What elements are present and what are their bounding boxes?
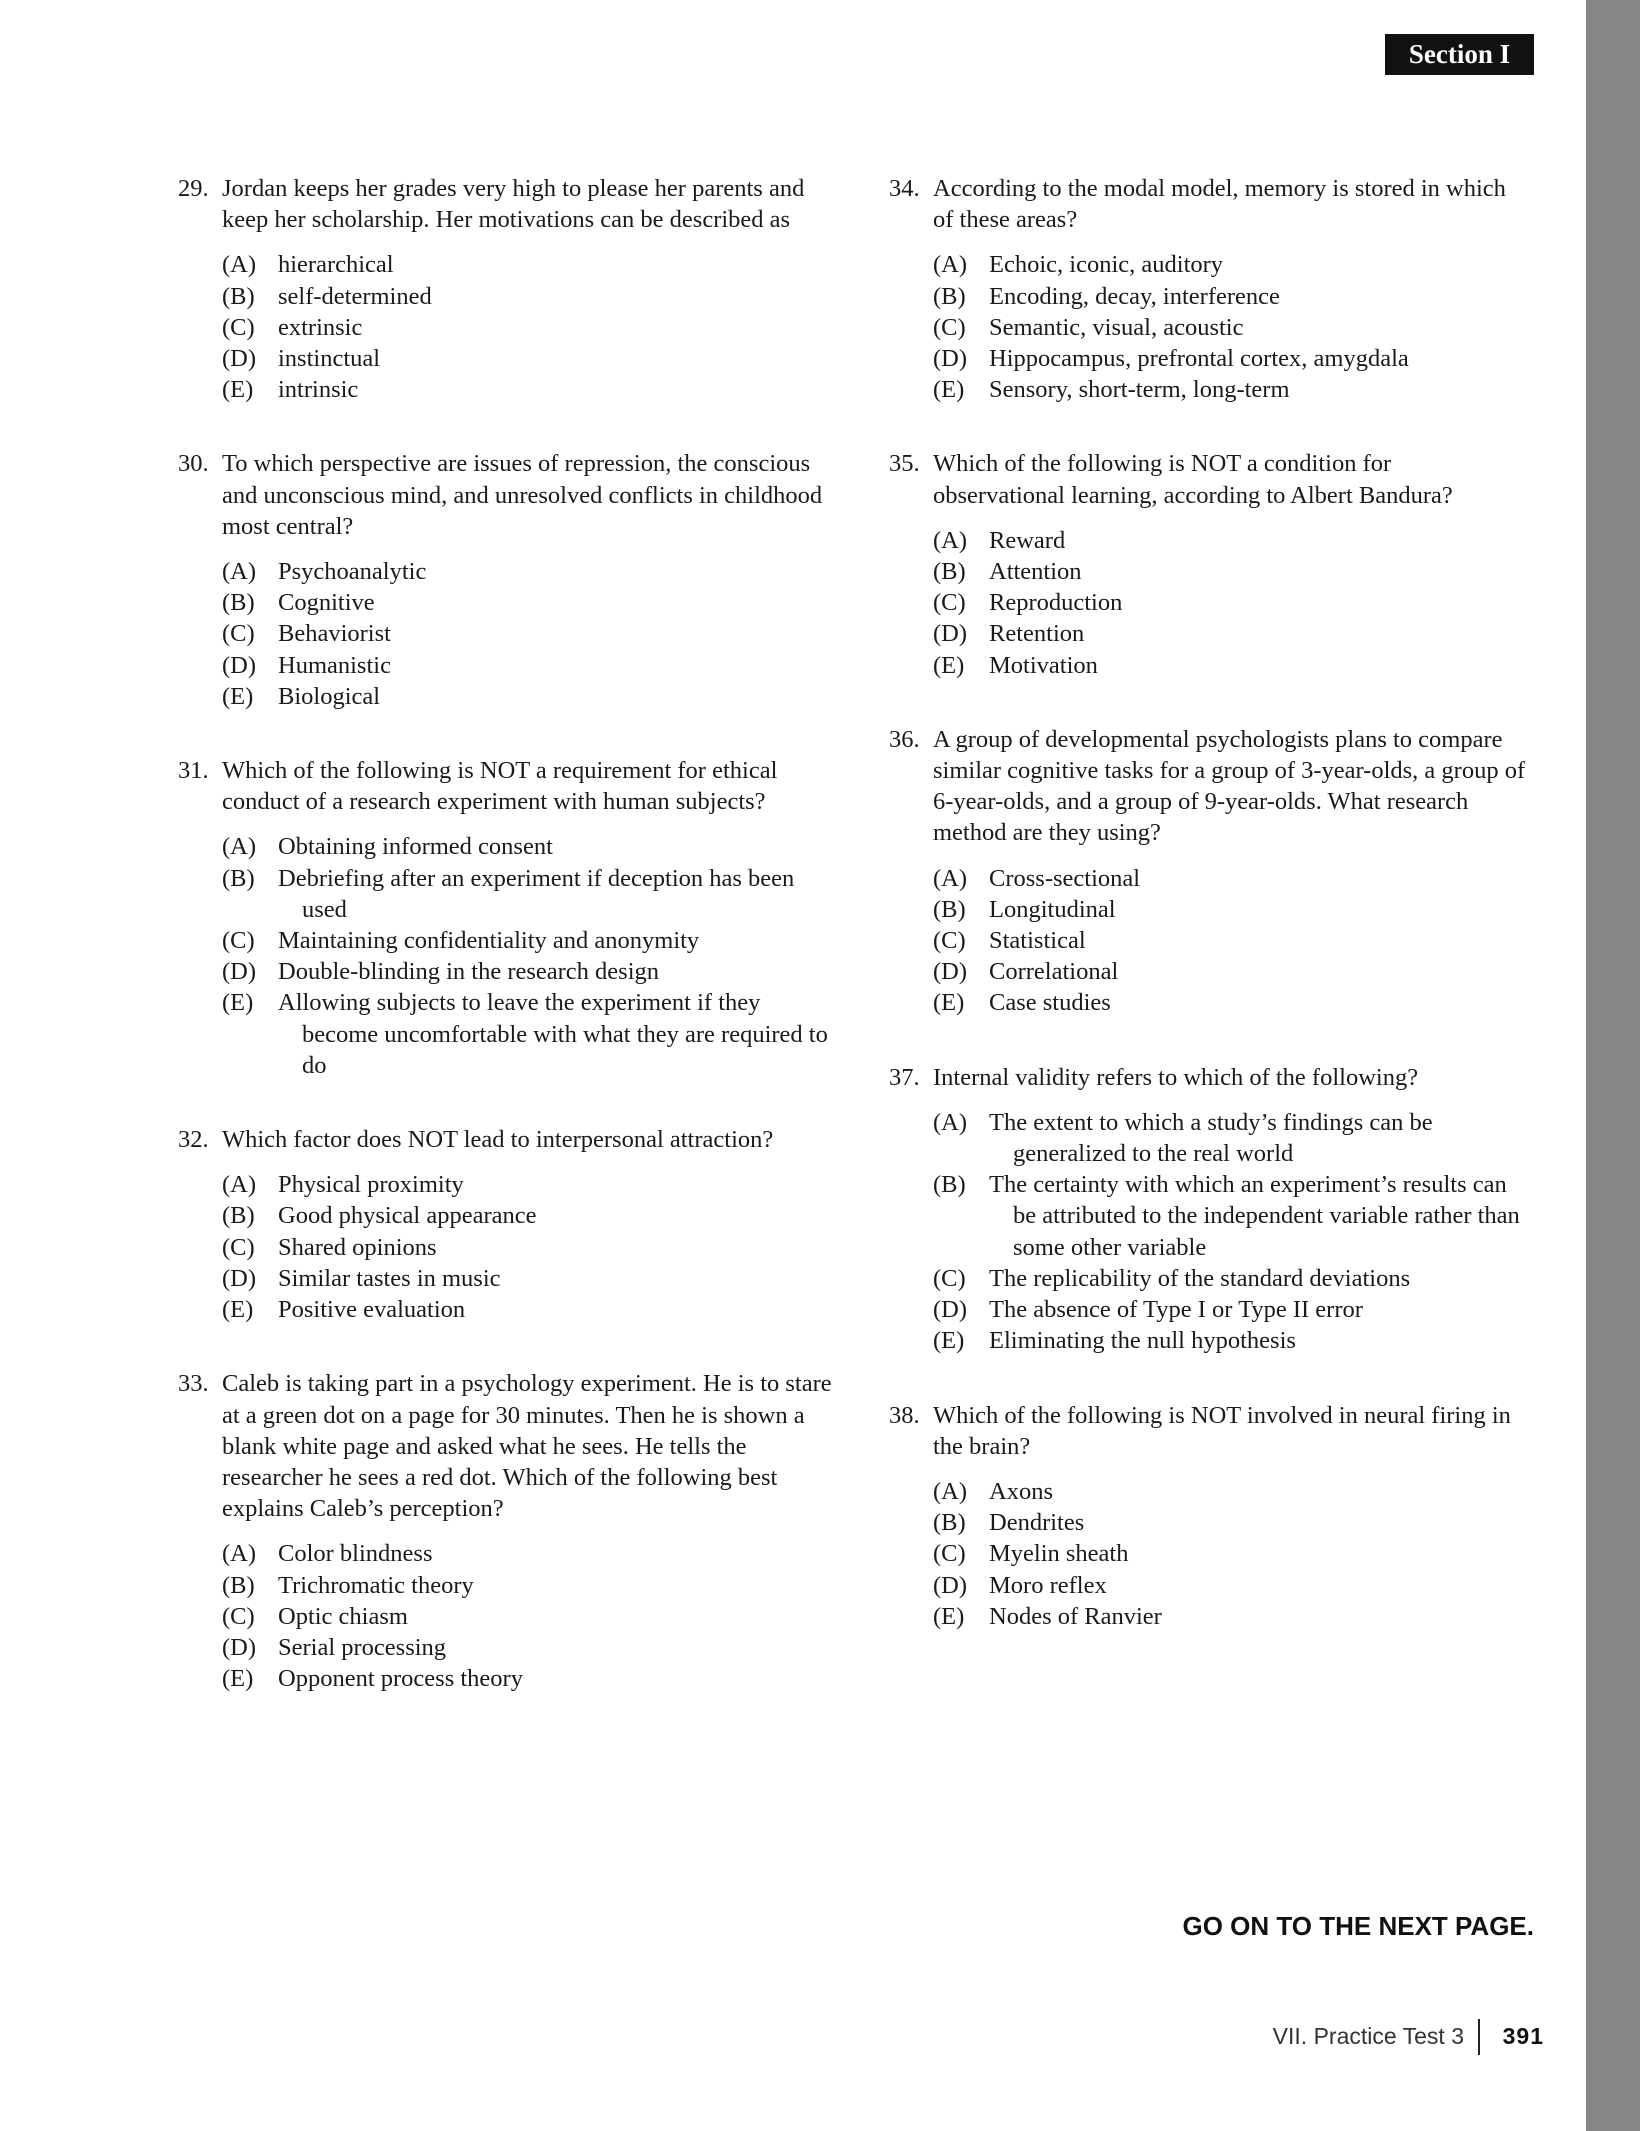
option-text: Opponent process theory [278, 1665, 523, 1693]
answer-option [933, 312, 1529, 343]
option-letter: (B) [933, 282, 966, 310]
option-text: Optic chiasm [278, 1602, 408, 1630]
option-letter: (C) [933, 313, 966, 341]
answer-option [222, 956, 838, 987]
option-letter: (C) [933, 589, 966, 617]
option-text: Sensory, short-term, long-term [989, 376, 1290, 404]
answer-option [222, 1200, 838, 1231]
question-stem: Which of the following is NOT involved in neural firing in the brain? [933, 1401, 1511, 1460]
answer-options [933, 863, 1529, 1019]
option-text: The absence of Type I or Type II error [989, 1296, 1363, 1324]
option-text: Psychoanalytic [278, 558, 427, 586]
answer-options [933, 1476, 1529, 1632]
answer-option [222, 281, 838, 312]
question-number: 34. [889, 175, 920, 202]
question-stem: A group of developmental psychologists plans to compare similar cognitive tasks for a group of 3-year-olds, a group of 6-year-olds, and a group of 9-year-olds. What research method are they using? [933, 725, 1526, 847]
option-text: Physical proximity [278, 1171, 464, 1199]
answer-option [933, 1325, 1529, 1356]
question-stem: Caleb is taking part in a psychology experiment. He is to stare at a green dot on a page for 30 minutes. Then he is shown a blank white page and asked what he sees. He tells the researcher he sees a red dot. Which of the following best explains Caleb’s perception? [222, 1370, 832, 1523]
answer-option [933, 1538, 1529, 1569]
question [889, 173, 1529, 405]
left-column [178, 173, 838, 1694]
answer-option [222, 1263, 838, 1294]
option-letter: (D) [933, 1571, 968, 1599]
option-letter: (C) [222, 313, 255, 341]
answer-option [222, 987, 838, 1081]
answer-option [222, 249, 838, 280]
option-letter: (D) [222, 1264, 257, 1292]
option-letter: (B) [933, 558, 966, 586]
option-text: Trichromatic theory [278, 1571, 474, 1599]
option-text: Good physical appearance [278, 1202, 537, 1230]
option-text: Color blindness [278, 1540, 433, 1568]
answer-options [933, 1107, 1529, 1357]
option-letter: (D) [933, 620, 968, 648]
answer-options [933, 249, 1529, 405]
answer-option [222, 1538, 838, 1569]
answer-options [933, 525, 1529, 681]
answer-option [933, 1507, 1529, 1538]
answer-option [222, 1169, 838, 1200]
answer-options [222, 556, 838, 712]
answer-option [933, 281, 1529, 312]
answer-option [933, 1601, 1529, 1632]
page-edge-bar [1586, 0, 1640, 2131]
question-number: 37. [889, 1063, 920, 1091]
option-letter: (D) [222, 958, 257, 986]
question-number: 31. [178, 757, 209, 785]
option-text: Obtaining informed consent [278, 833, 553, 861]
option-letter: (A) [222, 1171, 257, 1199]
option-letter: (B) [222, 864, 255, 892]
option-letter: (A) [933, 1108, 968, 1136]
answer-option [933, 894, 1529, 925]
answer-option [933, 343, 1529, 374]
answer-option [933, 618, 1529, 649]
option-text: Cross-sectional [989, 864, 1141, 892]
option-text: Myelin sheath [989, 1540, 1129, 1568]
question [889, 724, 1529, 1019]
option-text: Correlational [989, 958, 1119, 986]
option-text: Dendrites [989, 1509, 1085, 1537]
option-letter: (A) [222, 558, 257, 586]
option-text: Encoding, decay, interference [989, 282, 1280, 310]
question [889, 1400, 1529, 1632]
option-letter: (E) [222, 376, 254, 404]
option-text: Positive evaluation [278, 1296, 466, 1324]
answer-option [222, 1232, 838, 1263]
option-letter: (B) [222, 1571, 255, 1599]
answer-options [222, 831, 838, 1081]
section-label: Section I [1385, 34, 1534, 75]
option-letter: (E) [933, 376, 965, 404]
option-letter: (E) [933, 651, 965, 679]
answer-options [222, 1538, 838, 1694]
option-letter: (A) [933, 251, 968, 279]
answer-option [222, 863, 838, 925]
question-number: 36. [889, 725, 920, 753]
option-text: Similar tastes in music [278, 1264, 501, 1292]
question-stem: Jordan keeps her grades very high to please her parents and keep her scholarship. Her motivations can be described as [222, 175, 805, 234]
question [889, 1062, 1529, 1357]
option-text: Double-blinding in the research design [278, 958, 660, 986]
question [178, 1368, 838, 1694]
answer-option [933, 650, 1529, 681]
option-letter: (D) [222, 651, 257, 679]
option-text: Retention [989, 620, 1085, 648]
option-letter: (C) [933, 1540, 966, 1568]
option-letter: (D) [933, 345, 968, 373]
answer-option [933, 925, 1529, 956]
page-footer [1100, 2019, 1544, 2055]
option-text: Case studies [989, 989, 1111, 1017]
answer-option [222, 925, 838, 956]
answer-option [222, 650, 838, 681]
question [178, 173, 838, 405]
answer-option [222, 312, 838, 343]
answer-option [933, 1169, 1529, 1263]
option-letter: (E) [933, 1602, 965, 1630]
option-text: Cognitive [278, 589, 375, 617]
option-letter: (E) [222, 989, 254, 1017]
option-letter: (C) [222, 620, 255, 648]
go-on-notice: GO ON TO THE NEXT PAGE. [1182, 1911, 1534, 1941]
answer-option [933, 525, 1529, 556]
answer-option [933, 556, 1529, 587]
option-text: Humanistic [278, 651, 391, 679]
answer-option [222, 343, 838, 374]
question-number: 33. [178, 1370, 209, 1398]
option-text: Maintaining confidentiality and anonymity [278, 927, 700, 955]
answer-option [933, 1294, 1529, 1325]
option-text: hierarchical [278, 251, 394, 279]
option-text: The extent to which a study’s findings can be generalized to the real world [989, 1108, 1433, 1168]
option-letter: (C) [222, 1233, 255, 1261]
option-letter: (E) [933, 989, 965, 1017]
option-letter: (A) [933, 526, 968, 554]
question [889, 448, 1529, 680]
option-text: The certainty with which an experiment’s results can be attributed to the independent variable rather than some other variable [989, 1171, 1520, 1261]
question-stem: According to the modal model, memory is stored in which of these areas? [933, 175, 1506, 234]
answer-option [933, 956, 1529, 987]
question-number: 38. [889, 1401, 920, 1429]
answer-option [222, 831, 838, 862]
option-letter: (B) [222, 282, 255, 310]
answer-option [222, 1632, 838, 1663]
option-letter: (C) [933, 927, 966, 955]
answer-option [222, 1294, 838, 1325]
answer-option [222, 1601, 838, 1632]
option-text: instinctual [278, 345, 381, 373]
question-stem: Internal validity refers to which of the following? [933, 1063, 1419, 1091]
option-text: Echoic, iconic, auditory [989, 251, 1224, 279]
option-text: extrinsic [278, 313, 363, 341]
right-column [889, 173, 1529, 1632]
option-text: Allowing subjects to leave the experiment if they become uncomfortable with what they are required to do [278, 989, 828, 1079]
option-text: intrinsic [278, 376, 359, 404]
question-stem: Which of the following is NOT a condition for observational learning, according to Albert Bandura? [933, 450, 1453, 509]
option-text: Axons [989, 1477, 1053, 1505]
option-letter: (D) [933, 1296, 968, 1324]
question-number: 30. [178, 450, 209, 478]
option-letter: (A) [222, 251, 257, 279]
option-text: Longitudinal [989, 895, 1116, 923]
answer-option [933, 374, 1529, 405]
page-number: 391 [1502, 2023, 1544, 2049]
question-stem: Which of the following is NOT a requirement for ethical conduct of a research experiment with human subjects? [222, 757, 778, 816]
answer-option [222, 618, 838, 649]
answer-option [933, 1107, 1529, 1169]
answer-option [222, 1570, 838, 1601]
option-text: Moro reflex [989, 1571, 1107, 1599]
option-letter: (C) [222, 927, 255, 955]
option-letter: (A) [222, 1540, 257, 1568]
option-letter: (D) [222, 1633, 257, 1661]
option-text: Motivation [989, 651, 1098, 679]
option-letter: (A) [933, 1477, 968, 1505]
option-letter: (C) [222, 1602, 255, 1630]
answer-option [222, 1663, 838, 1694]
answer-option [933, 863, 1529, 894]
option-letter: (E) [933, 1327, 965, 1355]
answer-option [222, 374, 838, 405]
option-letter: (B) [933, 1171, 966, 1199]
option-letter: (E) [222, 1665, 254, 1693]
answer-option [933, 987, 1529, 1018]
option-letter: (B) [222, 589, 255, 617]
question-number: 32. [178, 1126, 209, 1154]
option-letter: (C) [933, 1264, 966, 1292]
answer-option [933, 1263, 1529, 1294]
option-text: Reward [989, 526, 1066, 554]
answer-options [222, 249, 838, 405]
question-number: 29. [178, 175, 209, 202]
answer-option [933, 1570, 1529, 1601]
option-letter: (E) [222, 1296, 254, 1324]
answer-option [933, 249, 1529, 280]
option-text: The replicability of the standard deviations [989, 1264, 1411, 1292]
option-text: Eliminating the null hypothesis [989, 1327, 1296, 1355]
question-stem: To which perspective are issues of repression, the conscious and unconscious mind, and unresolved conflicts in childhood most central? [222, 450, 823, 540]
option-letter: (A) [222, 833, 257, 861]
answer-option [933, 587, 1529, 618]
answer-options [222, 1169, 838, 1325]
answer-option [222, 587, 838, 618]
option-text: Semantic, visual, acoustic [989, 313, 1244, 341]
footer-chapter: VII. Practice Test 3 [1272, 2023, 1464, 2049]
option-text: Shared opinions [278, 1233, 437, 1261]
footer-divider [1478, 2019, 1480, 2055]
answer-option [933, 1476, 1529, 1507]
option-letter: (A) [933, 864, 968, 892]
answer-option [222, 556, 838, 587]
option-letter: (D) [933, 958, 968, 986]
option-text: Behaviorist [278, 620, 391, 648]
option-text: Nodes of Ranvier [989, 1602, 1162, 1630]
option-text: Debriefing after an experiment if deception has been used [278, 864, 795, 923]
question [178, 1124, 838, 1325]
option-text: Hippocampus, prefrontal cortex, amygdala [989, 345, 1409, 373]
question-stem: Which factor does NOT lead to interpersonal attraction? [222, 1126, 774, 1154]
answer-option [222, 681, 838, 712]
option-text: Biological [278, 682, 381, 710]
question-number: 35. [889, 450, 920, 478]
option-text: self-determined [278, 282, 432, 310]
option-text: Reproduction [989, 589, 1123, 617]
option-text: Attention [989, 558, 1082, 586]
option-letter: (B) [933, 1509, 966, 1537]
question [178, 448, 838, 712]
option-letter: (D) [222, 345, 257, 373]
option-text: Serial processing [278, 1633, 447, 1661]
question [178, 755, 838, 1081]
option-text: Statistical [989, 927, 1086, 955]
option-letter: (E) [222, 682, 254, 710]
option-letter: (B) [222, 1202, 255, 1230]
option-letter: (B) [933, 895, 966, 923]
